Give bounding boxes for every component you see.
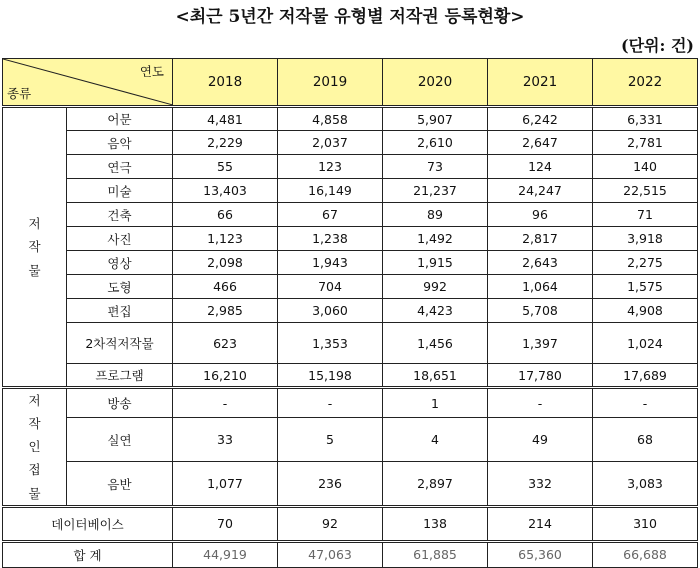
value-cell: 236 — [278, 462, 383, 506]
value-cell: 623 — [173, 323, 278, 364]
value-cell: 138 — [383, 506, 488, 541]
value-cell: 3,060 — [278, 299, 383, 323]
value-cell: 92 — [278, 506, 383, 541]
row-label: 데이터베이스 — [3, 506, 173, 541]
table-row — [3, 541, 698, 567]
year-header-2019: 2019 — [278, 59, 383, 107]
value-cell: 2,647 — [488, 131, 593, 155]
table-row — [3, 275, 698, 299]
row-label: 실연 — [67, 418, 173, 462]
row-label: 프로그램 — [67, 364, 173, 388]
value-cell: 67 — [278, 203, 383, 227]
value-cell: 704 — [278, 275, 383, 299]
row-label: 어문 — [67, 107, 173, 131]
value-cell: 2,229 — [173, 131, 278, 155]
value-cell: - — [593, 388, 698, 418]
value-cell: 66,688 — [593, 541, 698, 567]
value-cell: 6,242 — [488, 107, 593, 131]
row-label: 미술 — [67, 179, 173, 203]
value-cell: 5,907 — [383, 107, 488, 131]
value-cell: 1,456 — [383, 323, 488, 364]
unit-label: (단위: 건) — [621, 36, 694, 55]
value-cell: 2,610 — [383, 131, 488, 155]
value-cell: 2,037 — [278, 131, 383, 155]
value-cell: 18,651 — [383, 364, 488, 388]
value-cell: 13,403 — [173, 179, 278, 203]
row-label: 사진 — [67, 227, 173, 251]
value-cell: 65,360 — [488, 541, 593, 567]
value-cell: - — [173, 388, 278, 418]
table-row — [3, 462, 698, 506]
value-cell: 22,515 — [593, 179, 698, 203]
value-cell: 68 — [593, 418, 698, 462]
value-cell: 2,275 — [593, 251, 698, 275]
value-cell: 1,238 — [278, 227, 383, 251]
table-row — [3, 179, 698, 203]
value-cell: 1,575 — [593, 275, 698, 299]
value-cell: 96 — [488, 203, 593, 227]
value-cell: 214 — [488, 506, 593, 541]
row-label: 음반 — [67, 462, 173, 506]
value-cell: 66 — [173, 203, 278, 227]
value-cell: 4,908 — [593, 299, 698, 323]
table-row — [3, 107, 698, 131]
value-cell: 71 — [593, 203, 698, 227]
value-cell: 1,943 — [278, 251, 383, 275]
value-cell: 5 — [278, 418, 383, 462]
value-cell: 2,897 — [383, 462, 488, 506]
value-cell: 70 — [173, 506, 278, 541]
header-row — [3, 59, 698, 107]
value-cell: 21,237 — [383, 179, 488, 203]
table-row — [3, 506, 698, 541]
value-cell: 4,481 — [173, 107, 278, 131]
year-header-2021: 2021 — [488, 59, 593, 107]
value-cell: 4,858 — [278, 107, 383, 131]
value-cell: - — [488, 388, 593, 418]
table-row — [3, 299, 698, 323]
value-cell: 332 — [488, 462, 593, 506]
value-cell: 89 — [383, 203, 488, 227]
value-cell: 47,063 — [278, 541, 383, 567]
row-label: 편집 — [67, 299, 173, 323]
value-cell: 1,492 — [383, 227, 488, 251]
value-cell: 4 — [383, 418, 488, 462]
value-cell: 3,083 — [593, 462, 698, 506]
value-cell: 5,708 — [488, 299, 593, 323]
value-cell: 33 — [173, 418, 278, 462]
table-row — [3, 251, 698, 275]
table-row — [3, 131, 698, 155]
value-cell: 2,985 — [173, 299, 278, 323]
value-cell: 1,397 — [488, 323, 593, 364]
page-title: <최근 5년간 저작물 유형별 저작권 등록현황> — [175, 7, 525, 27]
value-cell: 17,689 — [593, 364, 698, 388]
group-label-works — [3, 107, 67, 388]
value-cell: 24,247 — [488, 179, 593, 203]
table-row — [3, 227, 698, 251]
value-cell: 2,817 — [488, 227, 593, 251]
table-row — [3, 203, 698, 227]
table-row — [3, 418, 698, 462]
row-label: 영상 — [67, 251, 173, 275]
value-cell: 6,331 — [593, 107, 698, 131]
value-cell: 1,064 — [488, 275, 593, 299]
table-row — [3, 155, 698, 179]
value-cell: 16,149 — [278, 179, 383, 203]
value-cell: 3,918 — [593, 227, 698, 251]
value-cell: 55 — [173, 155, 278, 179]
value-cell: 73 — [383, 155, 488, 179]
group-label-neighboring — [3, 388, 67, 507]
value-cell: 123 — [278, 155, 383, 179]
year-header-2020: 2020 — [383, 59, 488, 107]
value-cell: 1,353 — [278, 323, 383, 364]
group-label-text: 저 작 물 — [28, 216, 41, 278]
value-cell: 61,885 — [383, 541, 488, 567]
value-cell: 4,423 — [383, 299, 488, 323]
value-cell: 2,098 — [173, 251, 278, 275]
value-cell: 15,198 — [278, 364, 383, 388]
value-cell: 2,781 — [593, 131, 698, 155]
value-cell: 124 — [488, 155, 593, 179]
value-cell: 310 — [593, 506, 698, 541]
table-row — [3, 364, 698, 388]
row-label: 합 계 — [3, 541, 173, 567]
value-cell: 466 — [173, 275, 278, 299]
value-cell: 17,780 — [488, 364, 593, 388]
year-header-label: 연도 — [139, 64, 164, 79]
row-label: 2차적저작물 — [67, 323, 173, 364]
year-header-2018: 2018 — [173, 59, 278, 107]
row-label: 건축 — [67, 203, 173, 227]
value-cell: 140 — [593, 155, 698, 179]
value-cell: 1,915 — [383, 251, 488, 275]
value-cell: 16,210 — [173, 364, 278, 388]
value-cell: 44,919 — [173, 541, 278, 567]
value-cell: 1 — [383, 388, 488, 418]
table-row — [3, 388, 698, 418]
table-row — [3, 323, 698, 364]
row-label: 방송 — [67, 388, 173, 418]
row-label: 음악 — [67, 131, 173, 155]
value-cell: 1,123 — [173, 227, 278, 251]
corner-header-cell — [3, 59, 173, 107]
type-header-label: 종류 — [7, 86, 32, 101]
row-label: 도형 — [67, 275, 173, 299]
value-cell: 1,077 — [173, 462, 278, 506]
value-cell: 1,024 — [593, 323, 698, 364]
value-cell: 992 — [383, 275, 488, 299]
value-cell: - — [278, 388, 383, 418]
value-cell: 49 — [488, 418, 593, 462]
registration-table — [2, 58, 698, 568]
value-cell: 2,643 — [488, 251, 593, 275]
year-header-2022: 2022 — [593, 59, 698, 107]
row-label: 연극 — [67, 155, 173, 179]
group-label-text: 저 작 인 접 물 — [28, 393, 41, 501]
